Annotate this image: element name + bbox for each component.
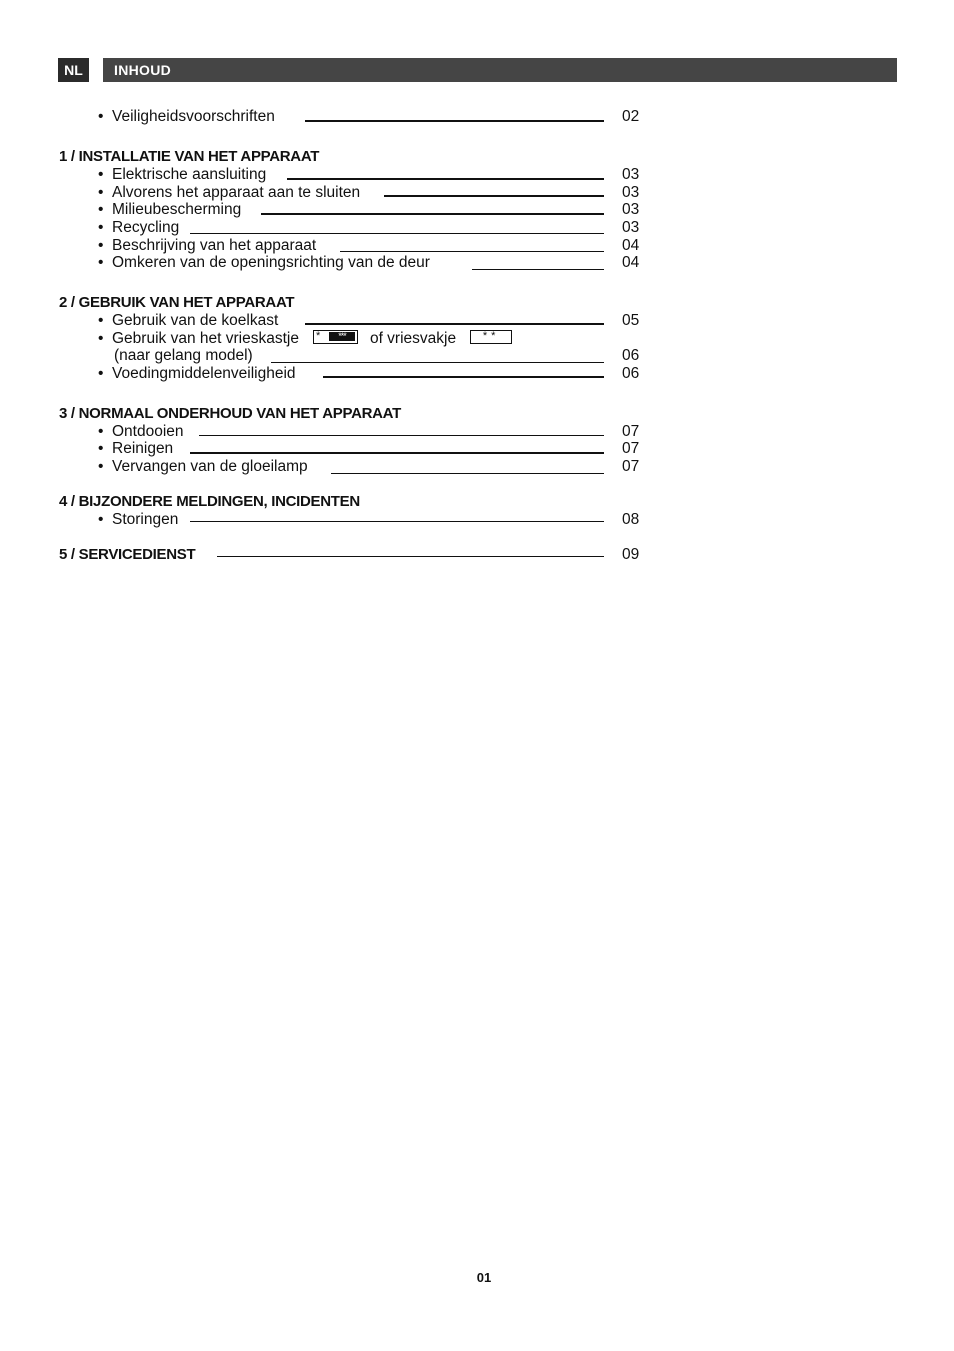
leader-line: [305, 323, 604, 325]
toc-entry[interactable]: [0, 458, 954, 476]
toc-page-number: 04: [622, 254, 640, 271]
leader-line: [340, 251, 604, 252]
toc-page-number: 07: [622, 423, 640, 440]
leader-line: [217, 556, 604, 557]
toc-entry-label: Recycling: [112, 219, 180, 236]
toc-page-number: 02: [622, 108, 640, 125]
leader-line: [472, 269, 604, 270]
toc-entry-label: Omkeren van de openingsrichting van de deur: [112, 254, 430, 271]
toc-page-number: 03: [622, 184, 640, 201]
toc-entry[interactable]: [0, 312, 954, 330]
toc-entry-label: Storingen: [112, 511, 179, 528]
leader-line: [305, 120, 604, 122]
toc-entry-label: Milieubescherming: [112, 201, 242, 218]
section-title: 5 / SERVICEDIENST: [59, 546, 196, 563]
toc-entry-continuation[interactable]: [0, 347, 954, 365]
bullet: •: [98, 423, 104, 440]
leader-line: [190, 233, 604, 234]
toc-entry[interactable]: [0, 254, 954, 272]
bullet: •: [98, 201, 104, 218]
toc-entry-label: Gebruik van de koelkast: [112, 312, 279, 329]
page-title: INHOUD: [103, 58, 897, 82]
toc-page-number: 05: [622, 312, 640, 329]
section-heading[interactable]: [0, 546, 954, 564]
toc-entry[interactable]: [0, 365, 954, 383]
toc-entry-label: Veiligheidsvoorschriften: [112, 108, 275, 125]
section-heading[interactable]: [0, 493, 954, 511]
bullet: •: [98, 237, 104, 254]
toc-page-number: 04: [622, 237, 640, 254]
toc-entry-label: Alvorens het apparaat aan te sluiten: [112, 184, 361, 201]
toc-entry[interactable]: [0, 330, 954, 348]
toc-page-number: 06: [622, 347, 640, 364]
bullet: •: [98, 440, 104, 457]
bullet: •: [98, 108, 104, 125]
toc-entry-label: (naar gelang model): [114, 347, 253, 364]
toc-page-number: 07: [622, 440, 640, 457]
toc-page-number: 06: [622, 365, 640, 382]
leader-line: [384, 195, 604, 197]
leader-line: [190, 521, 604, 522]
leader-line: [261, 213, 604, 215]
toc-page-number: 03: [622, 219, 640, 236]
page-header: [58, 58, 897, 82]
section-title: 1 / INSTALLATIE VAN HET APPARAAT: [59, 148, 320, 165]
toc-entry[interactable]: [0, 166, 954, 184]
toc-entry-label: Reinigen: [112, 440, 174, 457]
toc-page-number: 09: [622, 546, 640, 563]
toc-entry-label: Vervangen van de gloeilamp: [112, 458, 308, 475]
bullet: •: [98, 184, 104, 201]
toc-entry[interactable]: [0, 237, 954, 255]
toc-entry[interactable]: [0, 511, 954, 529]
section-title: 2 / GEBRUIK VAN HET APPARAAT: [59, 294, 295, 311]
toc-entry-label: Elektrische aansluiting: [112, 166, 267, 183]
toc-page-number: 07: [622, 458, 640, 475]
bullet: •: [98, 254, 104, 271]
leader-line: [331, 473, 604, 474]
section-heading[interactable]: [0, 294, 954, 312]
toc-entry[interactable]: [0, 219, 954, 237]
toc-entry[interactable]: [0, 184, 954, 202]
four-star-freezer-icon: * ***: [313, 330, 358, 344]
toc-entry[interactable]: [0, 108, 954, 126]
toc-page-number: 08: [622, 511, 640, 528]
toc-entry-label: Beschrijving van het apparaat: [112, 237, 317, 254]
leader-line: [190, 452, 604, 454]
bullet: •: [98, 166, 104, 183]
toc-entry-label: Voedingmiddelenveiligheid: [112, 365, 296, 382]
toc-entry[interactable]: [0, 440, 954, 458]
toc-page-number: 03: [622, 166, 640, 183]
bullet: •: [98, 330, 104, 347]
leader-line: [323, 376, 604, 378]
leader-line: [271, 362, 604, 363]
page-number: 01: [476, 1270, 492, 1285]
toc-entry[interactable]: [0, 423, 954, 441]
section-title: 3 / NORMAAL ONDERHOUD VAN HET APPARAAT: [59, 405, 401, 422]
leader-line: [287, 178, 604, 180]
bullet: •: [98, 312, 104, 329]
toc-entry-label: Ontdooien: [112, 423, 184, 440]
bullet: •: [98, 511, 104, 528]
bullet: •: [98, 458, 104, 475]
bullet: •: [98, 365, 104, 382]
toc-entry-label: Gebruik van het vrieskastje: [112, 330, 299, 347]
bullet: •: [98, 219, 104, 236]
two-star-freezer-icon: **: [470, 330, 512, 344]
section-heading[interactable]: [0, 148, 954, 166]
language-badge: NL: [58, 58, 89, 82]
toc-entry[interactable]: [0, 201, 954, 219]
leader-line: [199, 435, 604, 436]
toc-page-number: 03: [622, 201, 640, 218]
section-heading[interactable]: [0, 405, 954, 423]
toc-entry-label-secondary: of vriesvakje: [369, 330, 457, 347]
section-title: 4 / BIJZONDERE MELDINGEN, INCIDENTEN: [59, 493, 360, 510]
